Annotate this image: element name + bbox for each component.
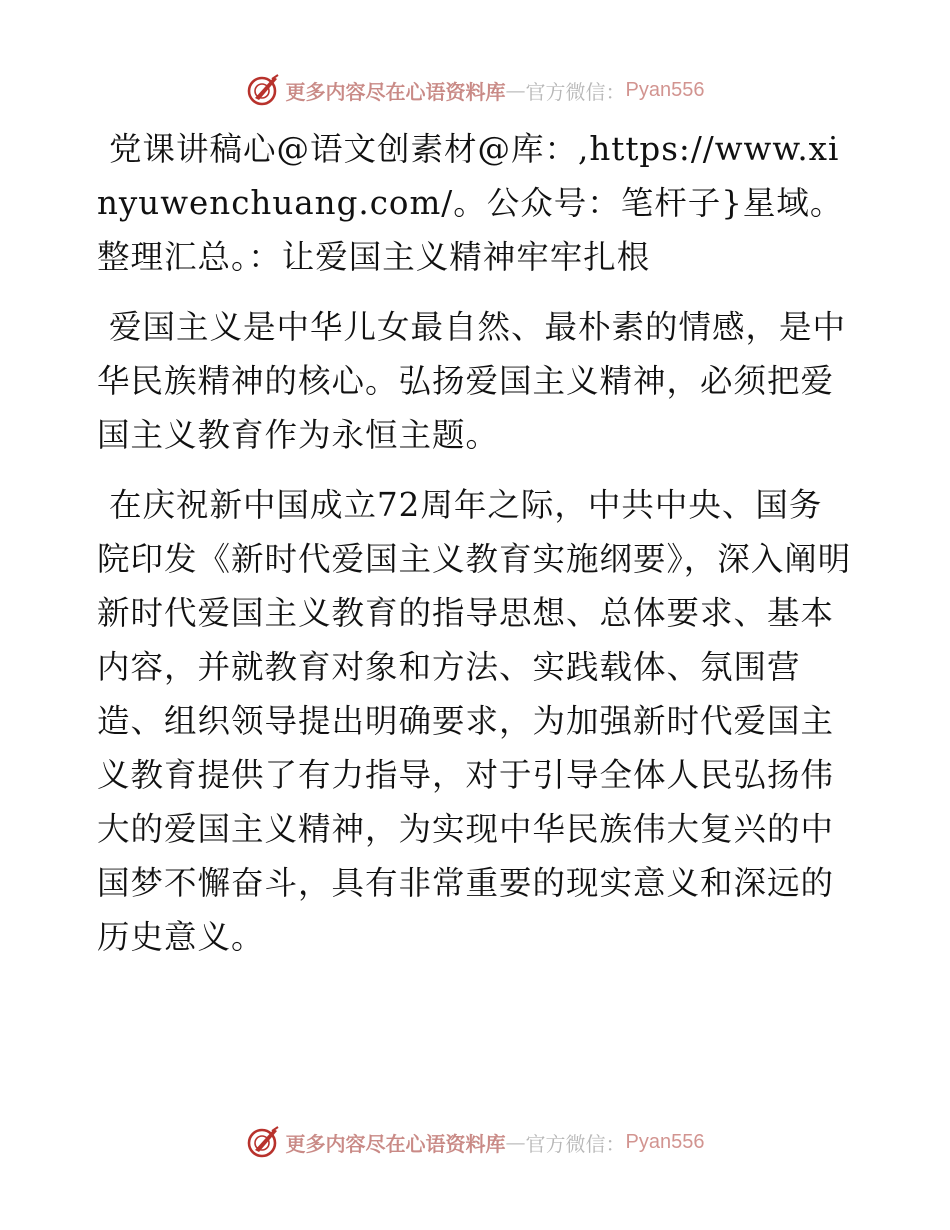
banner-slogan: 更多内容尽在心语资料库	[285, 79, 506, 104]
paragraph-intro: 爱国主义是中华儿女最自然、最朴素的情感，是中华民族精神的核心。弘扬爱国主义精神，必须把爱国主义教育作为永恒主题。	[97, 308, 847, 454]
banner-wechat-id: Pyan556	[625, 1130, 705, 1153]
paragraph-title: 党课讲稿心@语文创素材@库：,https://www.xinyuwenchuang.com/。公众号：笔杆子}星域。整理汇总。：让爱国主义精神牢牢扎根	[97, 130, 844, 276]
banner-slogan: 更多内容尽在心语资料库	[285, 1131, 506, 1156]
footer-banner	[0, 1122, 950, 1162]
banner-wechat-id: Pyan556	[625, 78, 705, 101]
banner-separator: —	[505, 1130, 526, 1154]
header-banner	[0, 70, 950, 110]
banner-wechat-label: 官方微信：	[525, 79, 626, 104]
document-body	[97, 122, 852, 980]
banner-separator: —	[505, 78, 526, 102]
quill-pen-logo-icon	[246, 73, 280, 107]
banner-wechat-label: 官方微信：	[525, 1131, 626, 1156]
paragraph-main: 在庆祝新中国成立72周年之际，中共中央、国务院印发《新时代爱国主义教育实施纲要》，深入阐明新时代爱国主义教育的指导思想、总体要求、基本内容，并就教育对象和方法、实践载体、氛围营造、组织领导提出明确要求，为加强新时代爱国主义教育提供了有力指导，对于引导全体人民弘扬伟大的爱国主义精神，为实现中华民族伟大复兴的中国梦不懈奋斗，具有非常重要的现实意义和深远的历史意义。	[97, 486, 852, 956]
quill-pen-logo-icon	[246, 1125, 280, 1159]
